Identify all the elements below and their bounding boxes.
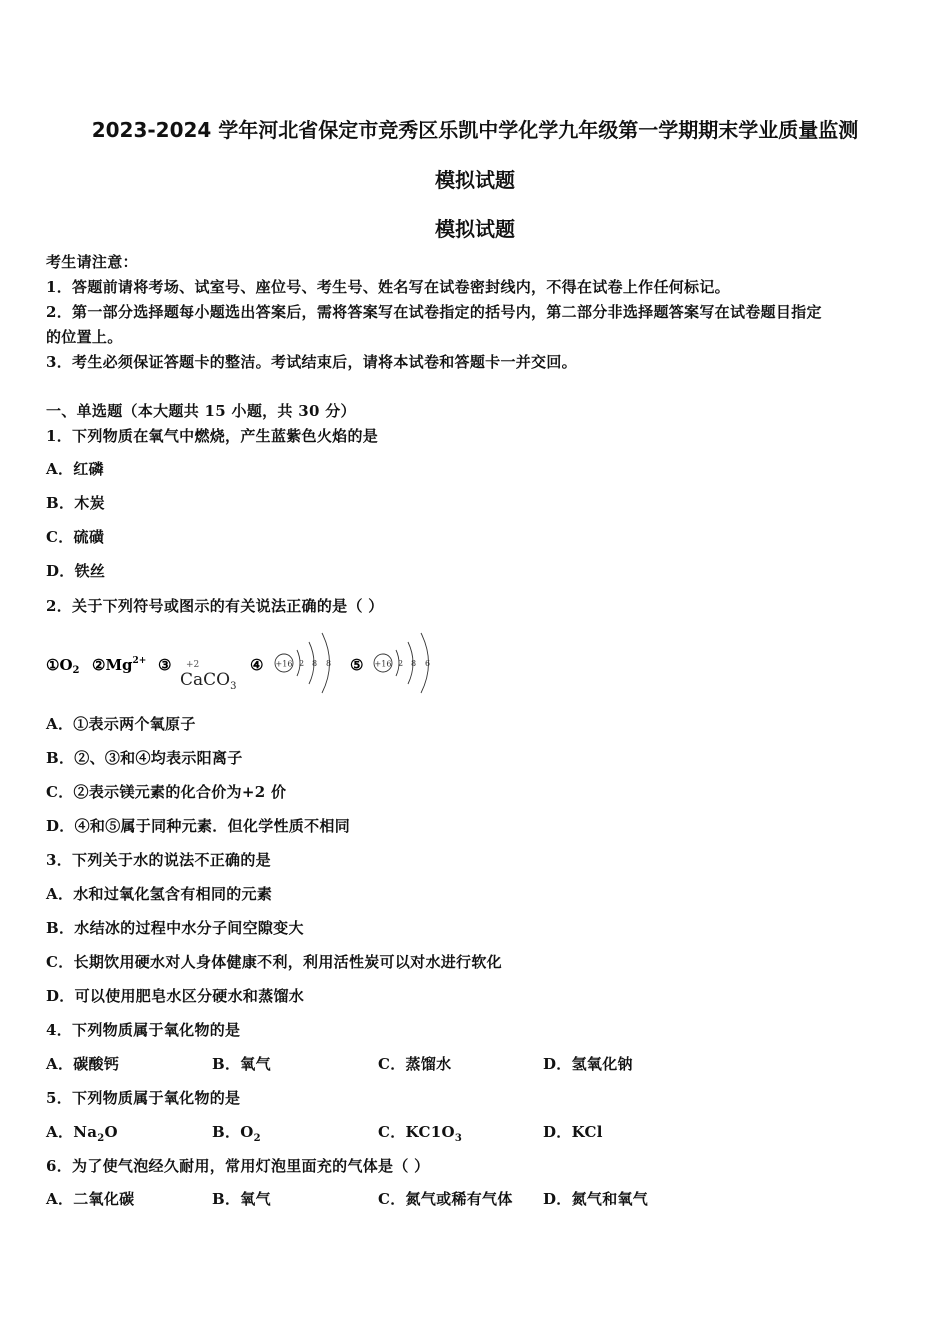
question-1-option-c: C．硫磺 xyxy=(46,528,105,546)
question-2-option-d: D．④和⑤属于同种元素．但化学性质不相同 xyxy=(46,817,351,835)
question-4-option-c: C．蒸馏水 xyxy=(378,1055,452,1073)
question-1-option-d: D．铁丝 xyxy=(46,562,106,580)
nucleus-charge: +16 xyxy=(374,659,392,669)
question-2-option-a: A．①表示两个氧原子 xyxy=(46,715,196,733)
notice-item: 1．答题前请将考场、试室号、座位号、考生号、姓名写在试卷密封线内，不得在试卷上作任何标记。 xyxy=(46,278,730,296)
shell-electron-count: 2 xyxy=(398,659,404,668)
notice-item: 的位置上。 xyxy=(46,328,123,346)
question-1-stem: 1．下列物质在氧气中燃烧，产生蓝紫色火焰的是 xyxy=(46,427,379,445)
symbol-o2: $①O_2$ xyxy=(46,656,80,676)
atom-structure-diagram-4 xyxy=(275,633,331,693)
question-2-stem: 2．关于下列符号或图示的有关说法正确的是（ ） xyxy=(46,597,384,615)
shell-electron-count: 8 xyxy=(312,659,318,668)
question-5-option-b: B．$O_2$ xyxy=(212,1123,261,1144)
question-3-stem: 3．下列关于水的说法不正确的是 xyxy=(46,851,271,869)
symbol-mg-ion: $②Mg^{2+}$ xyxy=(92,656,147,674)
question-6-option-c: C．氮气或稀有气体 xyxy=(378,1190,513,1208)
question-2-option-c: C．②表示镁元素的化合价为+2 价 xyxy=(46,783,287,801)
section-heading: 一、单选题（本大题共 15 小题，共 30 分） xyxy=(46,402,356,420)
question-4-option-b: B．氧气 xyxy=(212,1055,271,1073)
notice-item: 3．考生必须保证答题卡的整洁。考试结束后，请将本试卷和答题卡一并交回。 xyxy=(46,353,577,371)
question-5-option-d: D．KCl xyxy=(543,1123,603,1141)
shell-electron-count: 8 xyxy=(411,659,417,668)
question-2-figure xyxy=(44,628,464,698)
exam-title: 2023-2024 学年河北省保定市竞秀区乐凯中学化学九年级第一学期期末学业质量监测 xyxy=(91,118,859,142)
question-3-option-a: A．水和过氧化氢含有相同的元素 xyxy=(46,885,273,903)
question-5-stem: 5．下列物质属于氧化物的是 xyxy=(46,1089,241,1107)
question-4-stem: 4．下列物质属于氧化物的是 xyxy=(46,1021,241,1039)
atom-structure-diagram-5 xyxy=(374,633,430,693)
shell-electron-count: 6 xyxy=(425,659,431,668)
question-1-option-b: B．木炭 xyxy=(46,494,105,512)
nucleus-charge: +16 xyxy=(275,659,293,669)
question-2-option-b: B．②、③和④均表示阳离子 xyxy=(46,749,243,767)
shell-electron-count: 8 xyxy=(326,659,332,668)
question-5-option-a: A．$Na_2O$ xyxy=(46,1123,118,1144)
exam-subtitle: 模拟试题 xyxy=(435,168,515,192)
question-6-option-a: A．二氧化碳 xyxy=(46,1190,135,1208)
notice-item: 2．第一部分选择题每小题选出答案后，需将答案写在试卷指定的括号内，第二部分非选择题答案写在试卷题目指定 xyxy=(46,303,822,321)
exam-subtitle-repeat: 模拟试题 xyxy=(435,217,515,241)
question-4-option-a: A．碳酸钙 xyxy=(46,1055,120,1073)
caco3-formula: CaCO$_3$ xyxy=(180,670,237,692)
question-5-option-c: C．$KC1O_3$ xyxy=(378,1123,463,1144)
notice-heading: 考生请注意： xyxy=(46,253,138,271)
symbol-5-marker: ⑤ xyxy=(350,656,364,674)
valence-label: +2 xyxy=(186,660,200,670)
question-3-option-c: C．长期饮用硬水对人身体健康不利，利用活性炭可以对水进行软化 xyxy=(46,953,502,971)
symbol-4-marker: ④ xyxy=(250,656,264,674)
symbol-3-marker: ③ xyxy=(158,656,172,674)
question-6-stem: 6．为了使气泡经久耐用，常用灯泡里面充的气体是（ ） xyxy=(46,1157,430,1175)
question-3-option-d: D．可以使用肥皂水区分硬水和蒸馏水 xyxy=(46,987,305,1005)
shell-electron-count: 2 xyxy=(299,659,305,668)
question-4-option-d: D．氢氧化钠 xyxy=(543,1055,633,1073)
question-6-option-d: D．氮气和氧气 xyxy=(543,1190,649,1208)
question-1-option-a: A．红磷 xyxy=(46,460,104,478)
question-6-option-b: B．氧气 xyxy=(212,1190,271,1208)
question-3-option-b: B．水结冰的过程中水分子间空隙变大 xyxy=(46,919,304,937)
